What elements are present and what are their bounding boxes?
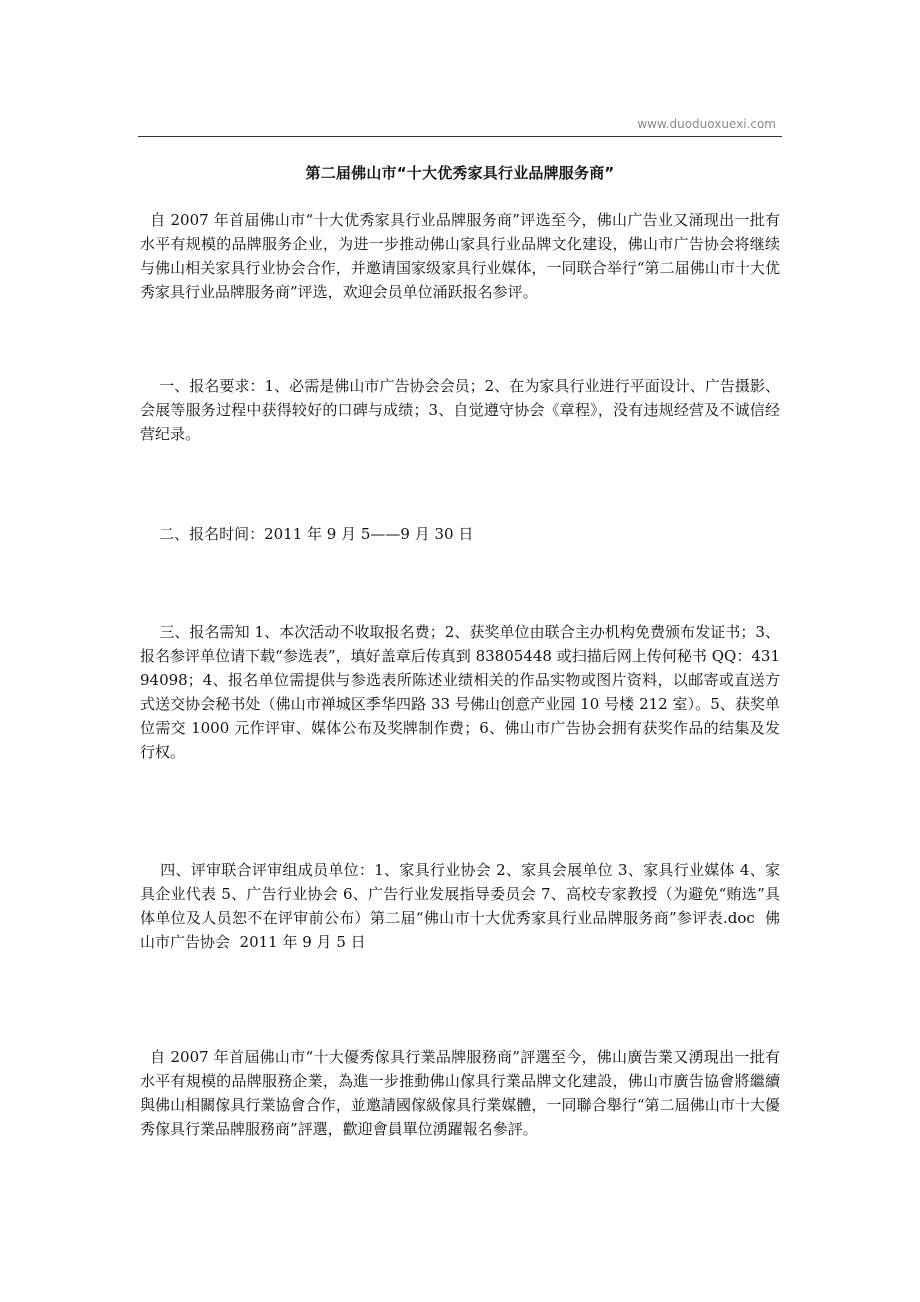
paragraph-judging-panel: 四、评审联合评审组成员单位：1、家具行业协会 2、家具会展单位 3、家具行业媒体 4、家具企业代表 5、广告行业协会 6、广告行业发展指导委员会 7、高校专家教授（为避免“贿选”具体单位及人员恕不在评审前公布）第二届“佛山市十大优秀家具行业品牌服务商”参评表.doc 佛山市广告协会 2011 年 9 月 5 日 <box>140 861 780 951</box>
document-title: 第二届佛山市“十大优秀家具行业品牌服务商” <box>305 164 615 182</box>
header-divider <box>138 136 782 137</box>
paragraph-intro-traditional: 自 2007 年首屆佛山市“十大優秀傢具行業品牌服務商”評選至今，佛山廣告業又湧現出一批有水平有規模的品牌服務企業，為進一步推動佛山傢具行業品牌文化建設，佛山市廣告協會將繼續與佛山相關傢具行業協會合作，並邀請國傢級傢具行業媒體，一同聯合舉行“第二屆佛山市十大優秀傢具行業品牌服務商”評選，歡迎會員單位湧躍報名參評。 <box>140 1048 780 1138</box>
paragraph-notices: 三、报名需知 1、本次活动不收取报名费；2、获奖单位由联合主办机构免费颁布发证书；3、报名参评单位请下载“参选表”，填好盖章后传真到 83805448 或扫描后网上传何秘书 QQ：43194098；4、报名单位需提供与参选表所陈述业绩相关的作品实物或图片资料，以邮寄或直送方式送交协会秘书处（佛山市禅城区季华四路 33 号佛山创意产业园 10 号楼 212 室）。5、获奖单位需交 1000 元作评审、媒体公布及奖牌制作费；6、佛山市广告协会拥有获奖作品的结集及发行权。 <box>140 623 781 761</box>
paragraph-requirements: 一、报名要求：1、必需是佛山市广告协会会员；2、在为家具行业进行平面设计、广告摄影、会展等服务过程中获得较好的口碑与成绩；3、自觉遵守协会《章程》，没有违规经营及不诚信经营纪录。 <box>140 377 781 443</box>
paragraph-registration-time: 二、报名时间：2011 年 9 月 5——9 月 30 日 <box>140 525 474 543</box>
header-site-url[interactable]: www.duoduoxuexi.com <box>637 117 776 131</box>
paragraph-intro: 自 2007 年首届佛山市“十大优秀家具行业品牌服务商”评选至今，佛山广告业又涌现出一批有水平有规模的品牌服务企业，为进一步推动佛山家具行业品牌文化建设，佛山市广告协会将继续与佛山相关家具行业协会合作，并邀请国家级家具行业媒体，一同联合举行“第二届佛山市十大优秀家具行业品牌服务商”评选，欢迎会员单位涌跃报名参评。 <box>140 211 780 301</box>
